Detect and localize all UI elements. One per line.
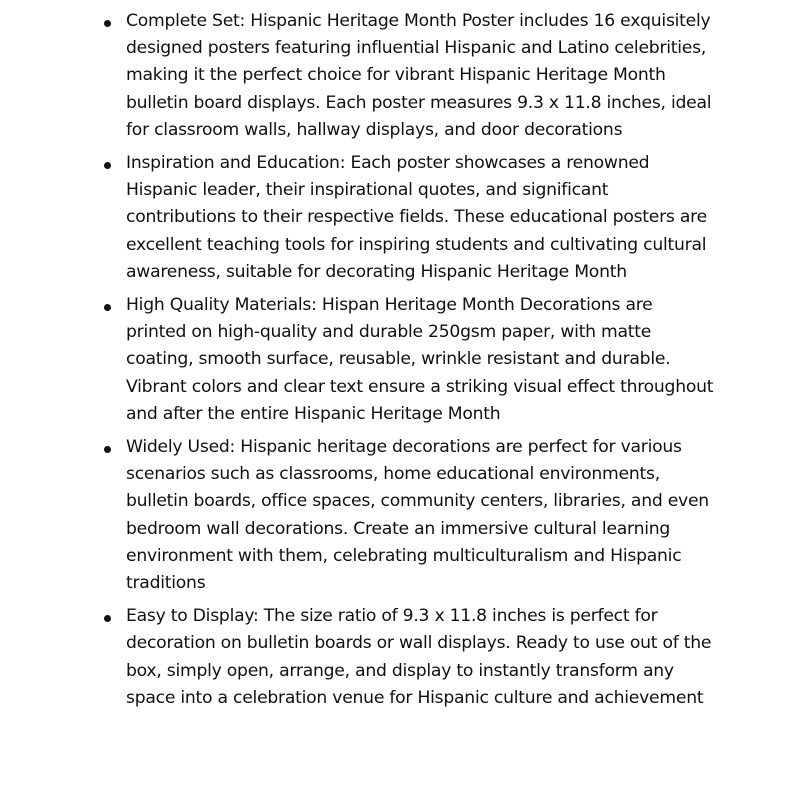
bullet-icon (104, 615, 111, 622)
bullet-text-inspiration: Inspiration and Education: Each poster showcases a renowned Hispanic leader, their inspirational quotes, and significant contributions to their respective fields. These educational posters are excellent teaching tools for inspiring students and cultivating cultural awareness, suitable for decorating Hispanic Heritage Month (126, 153, 707, 282)
list-item (0, 603, 800, 712)
bullet-text-materials: High Quality Materials: Hispan Heritage Month Decorations are printed on high-quality and durable 250gsm paper, with matte coating, smooth surface, reusable, wrinkle resistant and durable. Vibrant colors and clear text ensure a striking visual effect throughout and after the entire Hispanic Heritage Month (126, 295, 714, 424)
list-item (0, 292, 800, 428)
bullet-icon (104, 20, 111, 27)
list-item (0, 434, 800, 597)
bullet-icon (104, 304, 111, 311)
bullet-icon (104, 446, 111, 453)
bullet-text-widely-used: Widely Used: Hispanic heritage decorations are perfect for various scenarios such as classrooms, home educational environments, bulletin boards, office spaces, community centers, libraries, and even bedroom wall decorations. Create an immersive cultural learning environment with them, celebrating multiculturalism and Hispanic traditions (126, 437, 709, 594)
bullet-text-complete-set: Complete Set: Hispanic Heritage Month Poster includes 16 exquisitely designed posters featuring influential Hispanic and Latino celebrities, making it the perfect choice for vibrant Hispanic Heritage Month bulletin board displays. Each poster measures 9.3 x 11.8 inches, ideal for classroom walls, hallway displays, and door decorations (126, 11, 712, 140)
list-item (0, 8, 800, 144)
product-feature-bullets (0, 8, 800, 718)
bullet-text-easy-display: Easy to Display: The size ratio of 9.3 x 11.8 inches is perfect for decoration on bulletin boards or wall displays. Ready to use out of the box, simply open, arrange, and display to instantly transform any space into a celebration venue for Hispanic culture and achievement (126, 606, 712, 708)
bullet-icon (104, 162, 111, 169)
list-item (0, 150, 800, 286)
